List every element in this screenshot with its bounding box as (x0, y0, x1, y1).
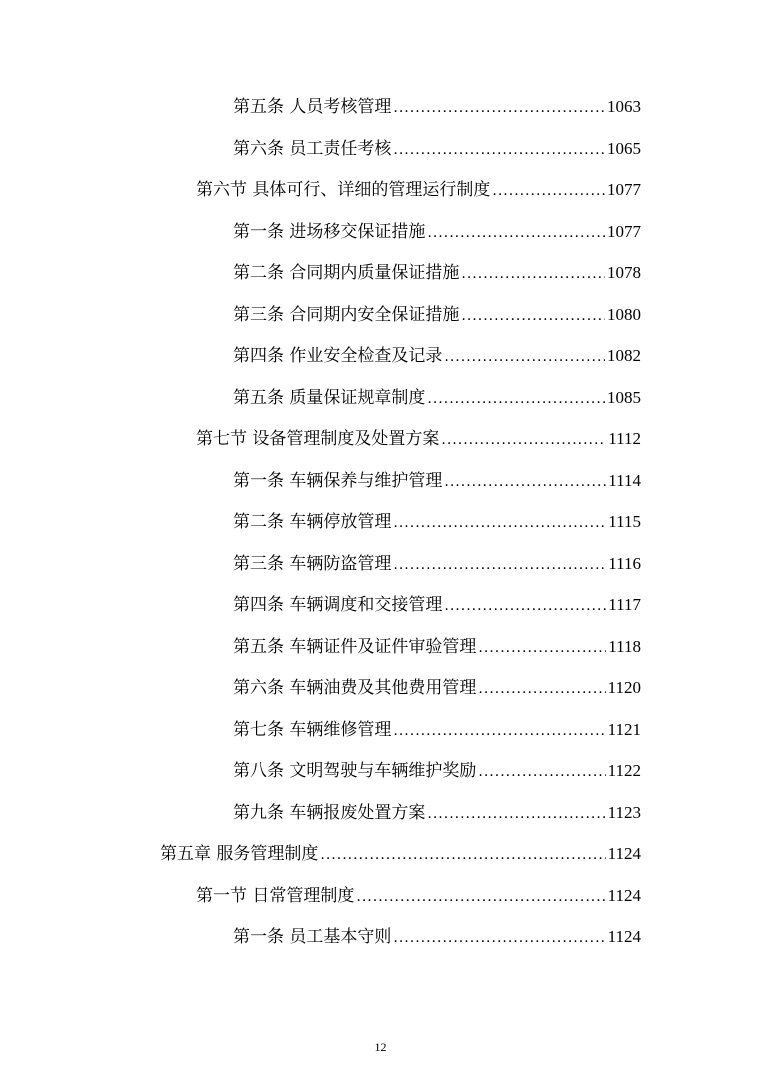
toc-entry[interactable] (233, 507, 641, 537)
toc-entry[interactable] (233, 341, 641, 371)
toc-entry-title: 第二条 车辆停放管理 (233, 512, 392, 532)
toc-dot-leader (444, 591, 606, 621)
toc-dot-leader (461, 259, 605, 289)
toc-entry[interactable] (233, 756, 641, 786)
toc-entry[interactable] (233, 798, 641, 828)
toc-dot-leader (393, 93, 605, 123)
toc-entry[interactable] (233, 590, 641, 620)
toc-entry[interactable] (233, 549, 641, 579)
toc-entry-page: 1124 (607, 844, 641, 863)
toc-entry-page: 1112 (608, 429, 641, 448)
toc-entry-title: 第一条 员工基本守则 (233, 927, 392, 947)
toc-entry-title: 第七节 设备管理制度及处置方案 (196, 429, 440, 449)
toc-entry-page: 1115 (608, 512, 641, 531)
toc-entry[interactable] (233, 134, 641, 164)
toc-entry-page: 1120 (607, 678, 641, 697)
toc-entry-page: 1078 (607, 263, 641, 282)
toc-entry-title: 第三条 车辆防盗管理 (233, 553, 392, 574)
toc-entry-title: 第九条 车辆报废处置方案 (233, 802, 426, 823)
toc-entry-page: 1077 (607, 221, 641, 241)
toc-entry[interactable] (196, 175, 641, 205)
toc-entry[interactable] (233, 673, 641, 703)
toc-entry-page: 1063 (607, 97, 641, 116)
toc-entry-title: 第二条 合同期内质量保证措施 (233, 263, 460, 283)
toc-dot-leader (393, 508, 606, 538)
toc-dot-leader (444, 467, 606, 497)
toc-dot-leader (478, 633, 606, 663)
toc-entry-title: 第五条 车辆证件及证件审验管理 (233, 636, 477, 657)
toc-entry-title: 第四条 作业安全检查及记录 (233, 346, 443, 366)
toc-dot-leader (393, 716, 605, 746)
toc-entry-title: 第一节 日常管理制度 (196, 885, 355, 906)
toc-dot-leader (427, 384, 605, 414)
toc-entry[interactable] (233, 922, 641, 952)
toc-entry-page: 1116 (608, 553, 641, 573)
toc-entry-page: 1121 (607, 719, 641, 739)
toc-entry[interactable] (233, 92, 641, 122)
toc-entry-title: 第一条 车辆保养与维护管理 (233, 470, 443, 491)
toc-dot-leader (320, 840, 605, 870)
toc-entry-title: 第五条 人员考核管理 (233, 97, 392, 117)
toc-dot-leader (461, 301, 605, 331)
toc-dot-leader (393, 135, 605, 165)
toc-entry-title: 第五章 服务管理制度 (160, 844, 319, 864)
toc-dot-leader (427, 218, 605, 248)
toc-entry-page: 1114 (608, 470, 641, 490)
toc-entry[interactable] (233, 258, 641, 288)
toc-entry-title: 第七条 车辆维修管理 (233, 719, 392, 740)
toc-entry-title: 第八条 文明驾驶与车辆维护奖励 (233, 761, 477, 781)
toc-dot-leader (427, 799, 605, 829)
toc-dot-leader (492, 176, 605, 206)
page-number: 12 (374, 1040, 387, 1054)
toc-entry[interactable] (233, 715, 641, 745)
toc-entry-title: 第五条 质量保证规章制度 (233, 387, 426, 408)
toc-entry[interactable] (233, 466, 641, 496)
toc-entry-page: 1082 (607, 346, 641, 365)
toc-entry-title: 第三条 合同期内安全保证措施 (233, 304, 460, 325)
toc-entry-page: 1118 (608, 636, 641, 656)
toc-entry-title: 第六条 员工责任考核 (233, 138, 392, 159)
toc-dot-leader (441, 425, 606, 455)
toc-entry-page: 1124 (607, 885, 641, 905)
toc-entry[interactable] (233, 632, 641, 662)
toc-entry-page: 1122 (607, 761, 641, 780)
toc-entry-title: 第四条 车辆调度和交接管理 (233, 595, 443, 615)
toc-entry[interactable] (160, 839, 641, 869)
toc-entry[interactable] (196, 881, 641, 911)
toc-entry-page: 1124 (607, 927, 641, 946)
toc-entry[interactable] (196, 424, 641, 454)
toc-entry-page: 1065 (607, 138, 641, 158)
toc-entry-page: 1085 (607, 387, 641, 407)
toc-dot-leader (393, 923, 605, 953)
toc-entry-title: 第六条 车辆油费及其他费用管理 (233, 678, 477, 698)
toc-dot-leader (356, 882, 605, 912)
toc-entry-page: 1117 (608, 595, 641, 614)
toc-entry-page: 1123 (607, 802, 641, 822)
toc-dot-leader (478, 674, 605, 704)
toc-entry-title: 第一条 进场移交保证措施 (233, 221, 426, 242)
toc-entry[interactable] (233, 383, 641, 413)
toc-entry[interactable] (233, 217, 641, 247)
toc-dot-leader (444, 342, 605, 372)
toc-entry-title: 第六节 具体可行、详细的管理运行制度 (196, 180, 491, 200)
toc-entry-page: 1080 (607, 304, 641, 324)
toc-dot-leader (478, 757, 605, 787)
toc-entry-page: 1077 (607, 180, 641, 199)
toc-dot-leader (393, 550, 606, 580)
toc-entry[interactable] (233, 300, 641, 330)
